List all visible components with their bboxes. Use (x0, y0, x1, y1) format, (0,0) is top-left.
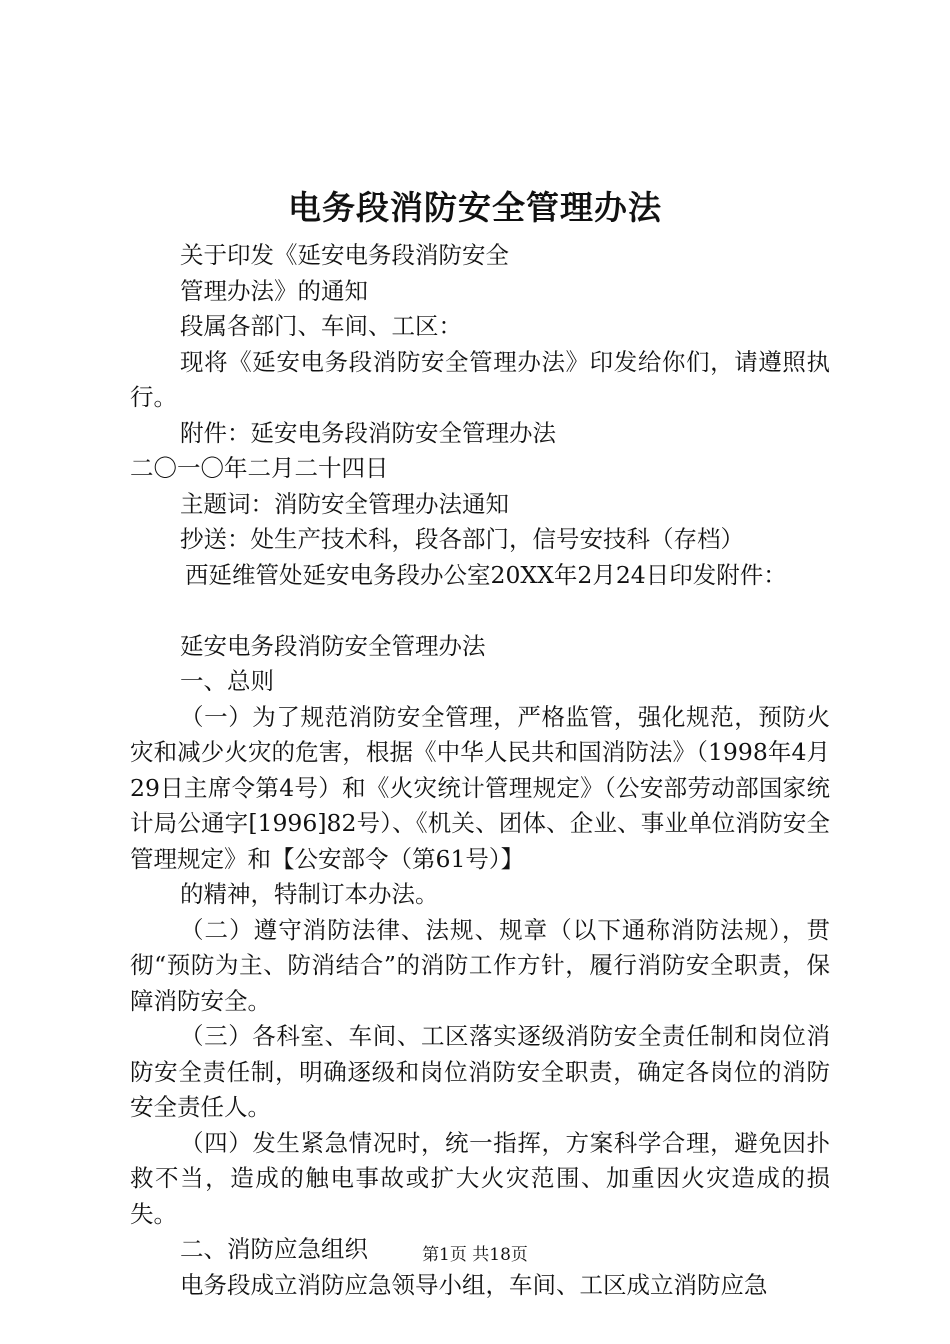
notice-body-paragraph: 现将《延安电务段消防安全管理办法》印发给你们，请遵照执行。 (130, 347, 830, 411)
page-footer: 第1页 共18页 (422, 1245, 528, 1265)
attachment-line: 附件：延安电务段消防安全管理办法 (180, 418, 556, 447)
section-title: 延安电务段消防安全管理办法 (180, 631, 486, 660)
blank-line (130, 593, 830, 629)
date-line: 二〇一〇年二月二十四日 (130, 454, 389, 482)
keywords-line: 主题词：消防安全管理办法通知 (180, 489, 509, 518)
cc-line: 抄送：处生产技术科，段各部门，信号安技科（存档） (180, 525, 744, 553)
notice-heading-line-1: 关于印发《延安电务段消防安全 (180, 241, 509, 269)
notice-heading-line-2: 管理办法》的通知 (180, 276, 368, 305)
article-paragraph: （一）为了规范消防安全管理，严格监管，强化规范，预防火灾和减少火灾的危害，根据《中华人民共和国消防法》（1998年4月29日主席令第4号）和《火灾统计管理规定》（公安部劳动部国家统计局公通字[1996]82号）、《机关、团体、企业、事业单位消防安全管理规定》和【公安部令（第61号）】 (130, 702, 830, 873)
article-continuation: 的精神，特制订本办法。 (180, 880, 439, 908)
issuer-line: 西延维管处延安电务段办公室20XX年2月24日印发附件： (185, 560, 787, 589)
article-paragraph: （四）发生紧急情况时，统一指挥，方案科学合理，避免因扑救不当，造成的触电事故或扩大火灾范围、加重因火灾造成的损失。 (130, 1128, 830, 1228)
article-paragraph: （三）各科室、车间、工区落实逐级消防安全责任制和岗位消防安全责任制，明确逐级和岗位消防安全职责，确定各岗位的消防安全责任人。 (130, 1022, 830, 1121)
document-title: 电务段消防安全管理办法 (288, 188, 662, 227)
chapter-heading: 二、消防应急组织 (180, 1235, 368, 1263)
recipients-line: 段属各部门、车间、工区： (180, 312, 462, 340)
chapter-heading: 一、总则 (180, 667, 274, 695)
document-body (130, 238, 830, 1303)
article-paragraph: （二）遵守消防法律、法规、规章（以下通称消防法规），贯彻“预防为主、防消结合”的消防工作方针，履行消防安全职责，保障消防安全。 (130, 915, 830, 1015)
article-paragraph: 电务段成立消防应急领导小组，车间、工区成立消防应急 (180, 1270, 768, 1299)
